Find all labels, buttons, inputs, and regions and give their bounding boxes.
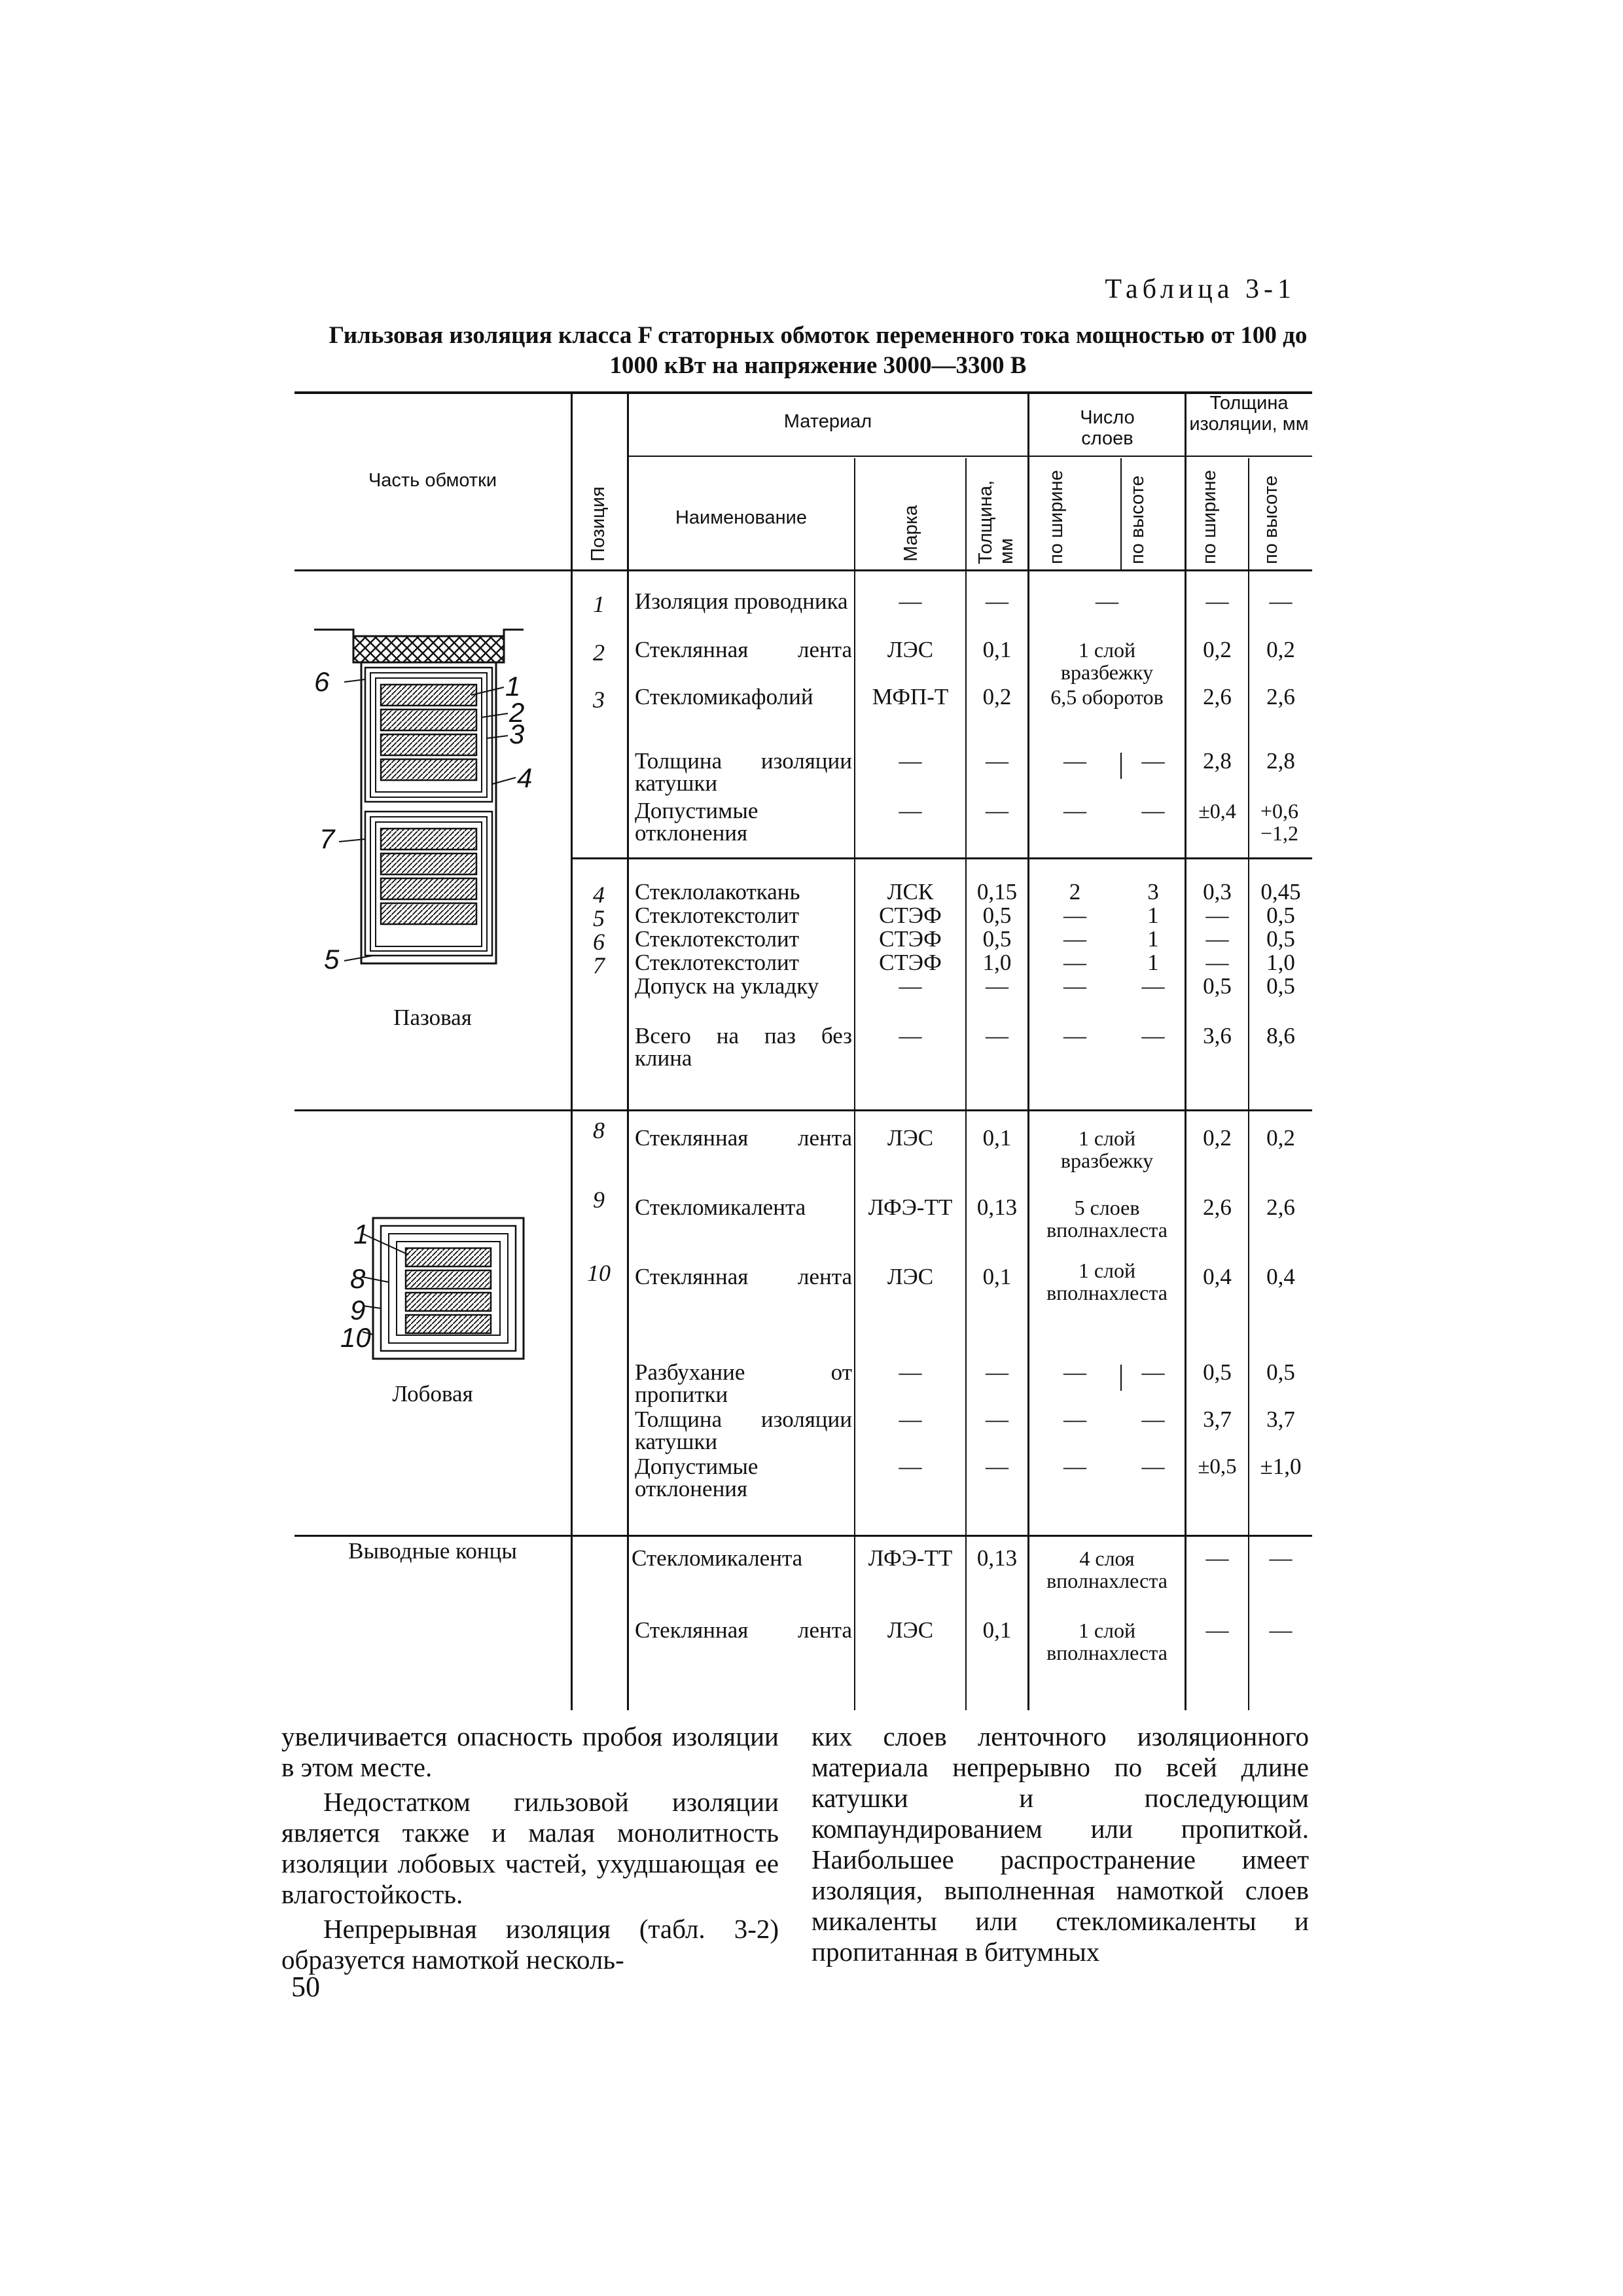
row-name: Изоляция проводника xyxy=(635,588,848,614)
figure-label: 4 xyxy=(517,762,533,793)
row-ins-height: — xyxy=(1269,588,1293,614)
row-thickness: — xyxy=(986,748,1008,774)
header-material: Материал xyxy=(783,411,872,432)
row-ins-width: 0,2 xyxy=(1203,637,1232,662)
page-number: 50 xyxy=(291,1971,320,2003)
row-thickness: 0,5 xyxy=(982,903,1012,928)
row-ins-width: — xyxy=(1205,903,1229,928)
header-brand: Марка xyxy=(901,505,921,562)
row-thickness: — xyxy=(986,973,1008,999)
row-layers-width: 2 xyxy=(1069,879,1081,905)
row-name: Стеклянная лента xyxy=(635,1125,852,1151)
col-line xyxy=(1120,458,1122,571)
header-part: Часть обмотки xyxy=(368,470,497,491)
row-ins-width: — xyxy=(1205,1545,1229,1571)
figure-label: 5 xyxy=(324,944,340,975)
row-brand: ЛСК xyxy=(887,879,934,905)
figure-label: 7 xyxy=(319,823,335,854)
row-ins-height: — xyxy=(1269,1545,1293,1571)
row-brand: — xyxy=(899,748,922,774)
row-layers-height: 3 xyxy=(1147,879,1159,905)
header-ins-thickness: Толщина изоляции, мм xyxy=(1189,393,1309,435)
figure-label: 10 xyxy=(340,1322,371,1353)
row-layers-height: — xyxy=(1141,1359,1165,1385)
row-brand: МФП-Т xyxy=(872,684,949,709)
figure-label: 2 xyxy=(509,697,525,728)
row-name: Толщина изоляции катушки xyxy=(635,748,852,796)
header-ins-width: по ширине xyxy=(1199,470,1220,564)
row-ins-height: +0,6 −1,2 xyxy=(1260,799,1299,845)
header-position: Позиция xyxy=(588,486,609,562)
row-ins-height: 0,45 xyxy=(1260,879,1301,905)
row-position: 6 xyxy=(593,929,605,955)
row-layers: — xyxy=(1096,588,1118,614)
row-ins-height: 2,8 xyxy=(1266,748,1295,774)
figure-label: 1 xyxy=(505,671,521,702)
header-ins-height: по высоте xyxy=(1260,475,1281,564)
row-position: 5 xyxy=(593,905,605,931)
col-line xyxy=(627,391,629,1710)
row-layers: 5 слоев вполнахлеста xyxy=(1046,1196,1168,1242)
row-layers-height: 1 xyxy=(1147,903,1159,928)
row-layers: 1 слой вразбежку xyxy=(1060,1126,1154,1172)
paragraph: Непрерывная изоляция (табл. 3-2) образуется намоткой несколь- xyxy=(281,1914,779,1975)
header-subrule xyxy=(627,456,1027,457)
paragraph: ких слоев ленточного изоляционного материала непрерывно по всей длине катушки и последующим компаундированием или пропиткой. Наибольшее распространение имеет изоляция, выполненная намоткой слоев микаленты или стекломикаленты и пропитанная в битумных xyxy=(812,1721,1309,1967)
row-layers: 4 слоя вполнахлеста xyxy=(1046,1547,1168,1592)
section-rule xyxy=(294,1109,1312,1111)
row-layers-height: — xyxy=(1141,748,1165,774)
header-layers-width: по ширине xyxy=(1046,470,1067,564)
row-thickness: 0,1 xyxy=(982,1617,1012,1643)
row-layers-width: — xyxy=(1063,973,1086,999)
row-layers-width: — xyxy=(1063,748,1086,774)
part-label-end: Лобовая xyxy=(392,1381,473,1407)
header-name: Наименование xyxy=(675,507,808,528)
row-ins-width: 2,8 xyxy=(1203,748,1232,774)
row-layers-width: — xyxy=(1063,1023,1086,1049)
row-brand: ЛЭС xyxy=(887,1617,934,1643)
row-ins-width: ±0,4 xyxy=(1198,799,1236,823)
row-layers-height: — xyxy=(1141,973,1165,999)
row-brand: — xyxy=(899,1023,922,1049)
row-layers-height: — xyxy=(1141,1407,1165,1432)
row-ins-width: 2,6 xyxy=(1203,684,1232,709)
row-layers-height: — xyxy=(1141,1454,1165,1479)
row-ins-height: 2,6 xyxy=(1266,1194,1295,1220)
row-thickness: 1,0 xyxy=(982,950,1012,975)
row-brand: ЛФЭ-ТТ xyxy=(868,1194,953,1220)
row-brand: ЛФЭ-ТТ xyxy=(868,1545,953,1571)
row-ins-width: — xyxy=(1205,926,1229,952)
row-ins-height: 0,5 xyxy=(1266,973,1295,999)
row-position: 3 xyxy=(593,687,605,713)
row-ins-height: 3,7 xyxy=(1266,1407,1295,1432)
row-ins-width: 0,3 xyxy=(1203,879,1232,905)
row-name: Стеклотекстолит xyxy=(635,926,800,952)
row-brand: ЛЭС xyxy=(887,637,934,662)
row-thickness: 0,2 xyxy=(982,684,1012,709)
row-brand: — xyxy=(899,1359,922,1385)
row-name: Стеклянная лента xyxy=(635,637,852,662)
row-name: Стекломикалента xyxy=(632,1545,803,1571)
row-name: Допуск на укладку xyxy=(635,973,819,999)
row-ins-height: 1,0 xyxy=(1266,950,1295,975)
row-ins-width: 3,6 xyxy=(1203,1023,1232,1049)
row-ins-height: 0,5 xyxy=(1266,926,1295,952)
row-name: Стеклотекстолит xyxy=(635,950,800,975)
row-name: Стеклянная лента xyxy=(635,1617,852,1643)
row-ins-height: ±1,0 xyxy=(1260,1454,1302,1479)
figure-label: 3 xyxy=(509,719,525,749)
row-thickness: 0,13 xyxy=(976,1545,1018,1571)
row-ins-width: — xyxy=(1205,1617,1229,1643)
row-brand: — xyxy=(899,588,922,614)
table-top-rule xyxy=(294,391,1312,394)
row-thickness: — xyxy=(986,1407,1008,1432)
row-thickness: — xyxy=(986,1023,1008,1049)
row-layers: 1 слой вполнахлеста xyxy=(1046,1619,1168,1664)
row-layers-width: — xyxy=(1063,1454,1086,1479)
row-brand: — xyxy=(899,1407,922,1432)
row-name: Допустимые отклонения xyxy=(635,1454,758,1501)
row-name: Стекломикафолий xyxy=(635,684,813,709)
row-thickness: 0,5 xyxy=(982,926,1012,952)
header-subrule xyxy=(1027,456,1312,457)
end-cross-section-figure xyxy=(353,1214,530,1365)
header-thickness: Толщина, мм xyxy=(975,480,1017,564)
row-position: 2 xyxy=(593,639,605,666)
row-ins-width: 0,5 xyxy=(1203,973,1232,999)
part-label-slot: Пазовая xyxy=(393,1005,472,1030)
row-name: Разбухание от пропитки xyxy=(635,1359,852,1407)
row-ins-width: ±0,5 xyxy=(1198,1455,1237,1479)
row-name: Всего на паз без клина xyxy=(635,1023,852,1071)
row-position: 7 xyxy=(593,952,605,978)
row-brand: ЛЭС xyxy=(887,1125,934,1151)
col-line xyxy=(1027,391,1029,1710)
part-label-leads: Выводные концы xyxy=(348,1538,517,1564)
row-ins-height: 0,5 xyxy=(1266,903,1295,928)
row-ins-height: — xyxy=(1269,1617,1293,1643)
row-thickness: — xyxy=(986,588,1008,614)
row-thickness: — xyxy=(986,1454,1008,1479)
row-layers-height: 1 xyxy=(1147,926,1159,952)
row-layers: 1 слой вразбежку xyxy=(1060,638,1154,684)
row-thickness: 0,1 xyxy=(982,637,1012,662)
row-ins-width: 0,2 xyxy=(1203,1125,1232,1151)
row-name: Стекломикалента xyxy=(635,1194,806,1220)
row-thickness: 0,1 xyxy=(982,1264,1012,1289)
table-caption: Гильзовая изоляция класса F статорных обмоток переменного тока мощностью от 100 до 1000 кВт на напряжение 3000—3300 В xyxy=(329,322,1308,379)
row-layers-height: 1 xyxy=(1147,950,1159,975)
paragraph: Недостатком гильзовой изоляции является также и малая монолитность изоляции лобовых частей, ухудшающая ее влагостойкость. xyxy=(281,1787,779,1909)
header-layers-height: по высоте xyxy=(1127,475,1148,564)
row-ins-height: 0,4 xyxy=(1266,1264,1295,1289)
row-brand: СТЭФ xyxy=(879,950,942,975)
figure-label: 6 xyxy=(314,666,330,697)
row-name: Допустимые отклонения xyxy=(635,798,758,846)
row-ins-height: 0,5 xyxy=(1266,1359,1295,1385)
row-layers-height: — xyxy=(1141,1023,1165,1049)
row-position: 1 xyxy=(593,591,605,617)
row-ins-width: — xyxy=(1205,588,1229,614)
row-ins-width: — xyxy=(1205,950,1229,975)
row-layers-width: — xyxy=(1063,950,1086,975)
header-bottom-rule xyxy=(294,569,1312,571)
row-brand: — xyxy=(899,973,922,999)
row-layers-width: — xyxy=(1063,926,1086,952)
row-thickness: 0,15 xyxy=(976,879,1018,905)
row-brand: — xyxy=(899,1454,922,1479)
section-rule xyxy=(294,1535,1312,1537)
row-brand: — xyxy=(899,798,922,823)
section-rule xyxy=(571,857,1312,859)
body-text-left xyxy=(281,1721,779,1975)
row-brand: СТЭФ xyxy=(879,926,942,952)
row-layers: 6,5 оборотов xyxy=(1050,685,1164,709)
row-ins-width: 0,4 xyxy=(1203,1264,1232,1289)
row-brand: СТЭФ xyxy=(879,903,942,928)
header-layers: Число слоев xyxy=(1080,407,1135,449)
row-ins-height: 8,6 xyxy=(1266,1023,1295,1049)
row-layers-width: — xyxy=(1063,1359,1086,1385)
col-line xyxy=(1185,391,1186,1710)
row-thickness: — xyxy=(986,1359,1008,1385)
body-text-right xyxy=(812,1721,1309,1967)
row-thickness: 0,1 xyxy=(982,1125,1012,1151)
row-name: Стеклотекстолит xyxy=(635,903,800,928)
row-ins-height: 0,2 xyxy=(1266,637,1295,662)
row-ins-height: 0,2 xyxy=(1266,1125,1295,1151)
row-position: 10 xyxy=(587,1260,611,1286)
figure-label: 9 xyxy=(350,1295,366,1325)
row-name: Стеклянная лента xyxy=(635,1264,852,1289)
figure-label: 8 xyxy=(350,1263,366,1294)
row-thickness: — xyxy=(986,798,1008,823)
row-brand: ЛЭС xyxy=(887,1264,934,1289)
row-position: 9 xyxy=(593,1187,605,1213)
figure-label: 1 xyxy=(353,1219,369,1249)
row-ins-height: 2,6 xyxy=(1266,684,1295,709)
row-layers-width: — xyxy=(1063,1407,1086,1432)
row-name: Стеклолакоткань xyxy=(635,879,800,905)
row-layers: 1 слой вполнахлеста xyxy=(1046,1259,1168,1304)
row-ins-width: 0,5 xyxy=(1203,1359,1232,1385)
row-name: Толщина изоляции катушки xyxy=(635,1407,852,1454)
row-position: 4 xyxy=(593,882,605,908)
row-thickness: 0,13 xyxy=(976,1194,1018,1220)
row-ins-width: 3,7 xyxy=(1203,1407,1232,1432)
row-layers-height: — xyxy=(1141,798,1165,823)
slot-cross-section-figure xyxy=(308,622,533,988)
row-layers-width: — xyxy=(1063,903,1086,928)
row-layers-width: — xyxy=(1063,798,1086,823)
paragraph: увеличивается опасность пробоя изоляции в этом месте. xyxy=(281,1721,779,1782)
table-number: Таблица 3-1 xyxy=(1105,274,1296,304)
row-ins-width: 2,6 xyxy=(1203,1194,1232,1220)
row-position: 8 xyxy=(593,1117,605,1143)
col-line xyxy=(571,391,573,1710)
